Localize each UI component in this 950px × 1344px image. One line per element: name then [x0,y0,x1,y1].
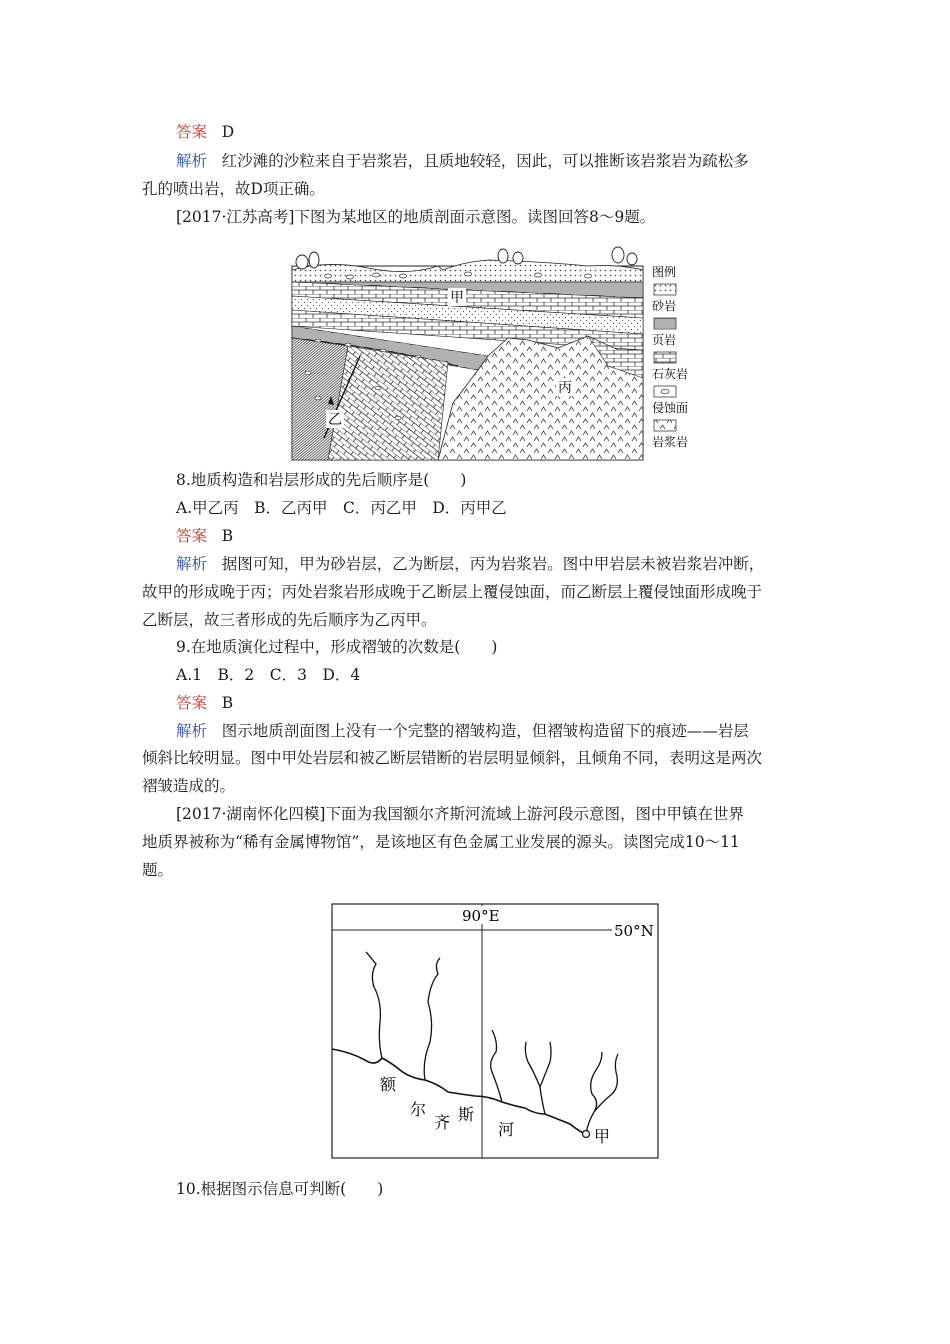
q8-explain-line: 乙断层，故三者形成的先后顺序为乙丙甲。 [142,611,437,629]
legend-swatch [654,420,676,431]
intro-paragraph: 地质界被称为“稀有金属博物馆”，是该地区有色金属工业发展的源头。读图完成10～11 [142,833,740,851]
legend-swatch [654,318,676,329]
river-char: 额 [380,1075,397,1094]
explain-label: 解析 [176,152,208,170]
river-char: 齐 [434,1113,451,1132]
q7-explain-line [176,150,749,172]
legend-swatch [654,284,676,295]
answer-value: D [221,123,235,141]
river-char: 尔 [410,1100,427,1119]
intro-paragraph: 题。 [142,861,174,879]
answer-label: 答案 [176,694,208,712]
legend-item: 砂岩 [652,299,677,313]
explain-text: 据图可知，甲为砂岩层，乙为断层，丙为岩浆岩。图中甲岩层未被岩浆岩冲断， [221,555,765,573]
legend-item: 岩浆岩 [652,435,689,449]
q8-answer [176,525,233,547]
q8-options: A.甲乙丙 B．乙丙甲 C．丙乙甲 D．丙甲乙 [176,499,507,517]
map-frame [332,904,658,1158]
irtysh-river-map [330,902,660,1160]
geologic-section-figure [288,238,708,464]
q9-stem: 9.在地质演化过程中，形成褶皱的次数是( ) [176,638,498,656]
q8-stem: 8.地质构造和岩层形成的先后顺序是( ) [176,471,467,489]
town-marker [583,1131,590,1138]
legend-item: 页岩 [652,333,677,347]
answer-label: 答案 [176,123,208,141]
q9-explain-line [176,720,749,742]
intro-paragraph: [2017·江苏高考]下图为某地区的地质剖面示意图。读图回答8～9题。 [176,208,656,226]
lon-label: 90°E [462,907,500,925]
q8-explain-line: 故甲的形成晚于丙；丙处岩浆岩形成晚于乙断层上覆侵蚀面，而乙断层上覆侵蚀面形成晚于 [142,583,763,601]
answer-value: B [221,694,234,712]
q9-options: A.1 B．2 C．3 D．4 [176,666,361,684]
explain-label: 解析 [176,722,208,740]
q9-explain-line: 倾斜比较明显。图中甲处岩层和被乙断层错断的岩层明显倾斜，且倾角不同，表明这是两次 [142,749,763,767]
label-bing: 丙 [558,380,572,396]
intro-paragraph: [2017·湖南怀化四模]下面为我国额尔齐斯河流域上游河段示意图，图中甲镇在世界 [176,805,744,823]
explain-text: 红沙滩的沙粒来自于岩浆岩，且质地较轻，因此，可以推断该岩浆岩为疏松多 [221,152,749,170]
answer-label: 答案 [176,527,208,545]
legend-title: 图例 [652,265,677,279]
label-jia: 甲 [450,290,464,306]
explain-label: 解析 [176,555,208,573]
legend-item: 侵蚀面 [652,401,689,415]
q9-answer [176,692,233,714]
legend-swatch [654,352,676,363]
label-yi: 乙 [328,412,342,428]
river-char: 河 [498,1120,515,1139]
q9-explain-line: 褶皱造成的。 [142,777,236,795]
town-label: 甲 [594,1127,611,1146]
lat-label: 50°N [614,922,654,940]
q7-explain-line: 孔的喷出岩，故D项正确。 [142,180,325,198]
legend-item: 石灰岩 [652,367,689,381]
river-char: 斯 [458,1105,475,1124]
q10-stem: 10.根据图示信息可判断( ) [176,1180,384,1198]
q8-explain-line [176,553,764,575]
answer-value: B [221,527,234,545]
q7-answer [176,121,234,143]
explain-text: 图示地质剖面图上没有一个完整的褶皱构造，但褶皱构造留下的痕迹——岩层 [221,722,749,740]
